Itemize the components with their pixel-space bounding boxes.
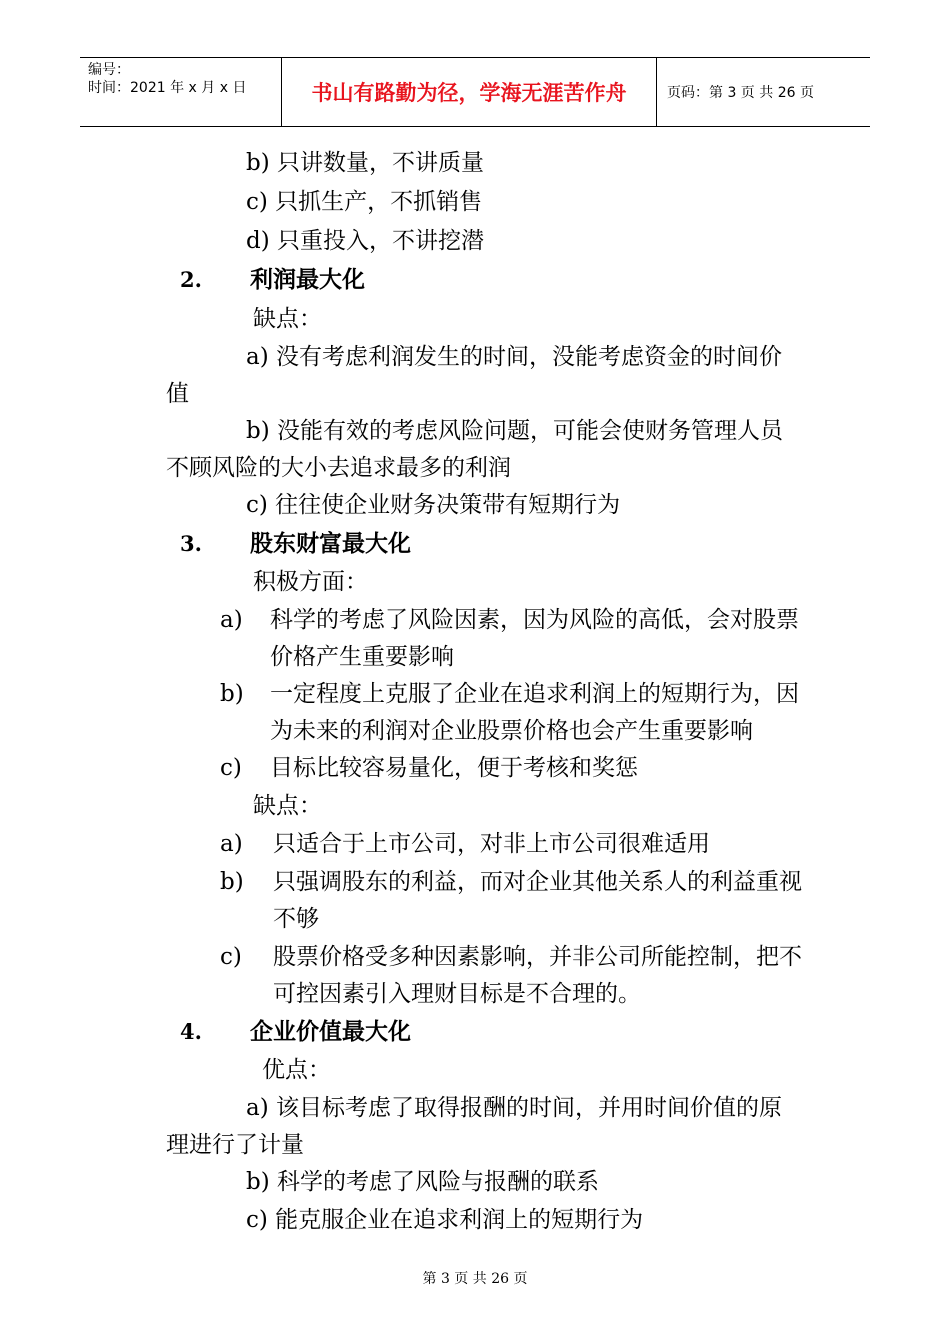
list-item: 一定程度上克服了企业在追求利润上的短期行为，因: [270, 681, 799, 707]
subheading: 优点：: [262, 1057, 331, 1083]
list-item: 科学的考虑了风险因素，因为风险的高低，会对股票: [270, 607, 799, 633]
list-item-continuation: 不够: [273, 906, 319, 932]
list-item: b) 科学的考虑了风险与报酬的联系: [246, 1169, 600, 1195]
list-item: d) 只重投入，不讲挖潜: [246, 228, 485, 254]
section-number: 3.: [180, 531, 202, 556]
list-item: c) 往往使企业财务决策带有短期行为: [246, 492, 621, 518]
list-item-continuation: 价格产生重要影响: [270, 644, 454, 670]
section-heading: 利润最大化: [250, 267, 365, 293]
page-footer: 第 3 页 共 26 页: [422, 1271, 528, 1287]
list-marker: b): [220, 869, 244, 895]
header-page-info: 页码：第 3 页 共 26 页: [667, 85, 814, 101]
section-number: 2.: [180, 267, 202, 292]
list-item-continuation: 理进行了计量: [166, 1132, 304, 1158]
list-marker: c): [220, 944, 242, 970]
list-item-continuation: 可控因素引入理财目标是不合理的。: [273, 981, 641, 1007]
list-item-continuation: 为未来的利润对企业股票价格也会产生重要影响: [270, 718, 753, 744]
list-item: c) 只抓生产，不抓销售: [246, 189, 483, 215]
list-item: 只强调股东的利益，而对企业其他关系人的利益重视: [273, 869, 802, 895]
subheading: 缺点：: [253, 793, 322, 819]
serial-label: 编号：: [88, 62, 130, 78]
header-motto: 书山有路勤为径，学海无涯苦作舟: [282, 58, 657, 126]
list-item: a) 没有考虑利润发生的时间，没能考虑资金的时间价: [246, 344, 782, 370]
section-heading: 企业价值最大化: [250, 1019, 411, 1045]
list-marker: c): [220, 755, 242, 781]
list-item: b) 没能有效的考虑风险问题，可能会使财务管理人员: [246, 418, 784, 444]
time-label: 时间：2021 年 x 月 x 日: [88, 80, 247, 96]
subheading: 缺点：: [253, 306, 322, 332]
section-number: 4.: [180, 1019, 202, 1044]
list-item: c) 能克服企业在追求利润上的短期行为: [246, 1207, 644, 1233]
page-header: [80, 57, 870, 127]
list-marker: a): [220, 831, 243, 857]
list-item: 股票价格受多种因素影响，并非公司所能控制，把不: [273, 944, 802, 970]
list-marker: a): [220, 607, 243, 633]
list-item: 只适合于上市公司，对非上市公司很难适用: [273, 831, 710, 857]
header-meta: [80, 58, 282, 126]
list-item: a) 该目标考虑了取得报酬的时间，并用时间价值的原: [246, 1095, 782, 1121]
list-item-continuation: 不顾风险的大小去追求最多的利润: [166, 455, 511, 481]
list-item-continuation: 值: [166, 381, 189, 407]
list-item: b) 只讲数量，不讲质量: [246, 150, 485, 176]
list-marker: b): [220, 681, 244, 707]
list-item: 目标比较容易量化，便于考核和奖惩: [270, 755, 638, 781]
subheading: 积极方面：: [253, 569, 368, 595]
section-heading: 股东财富最大化: [250, 531, 411, 557]
